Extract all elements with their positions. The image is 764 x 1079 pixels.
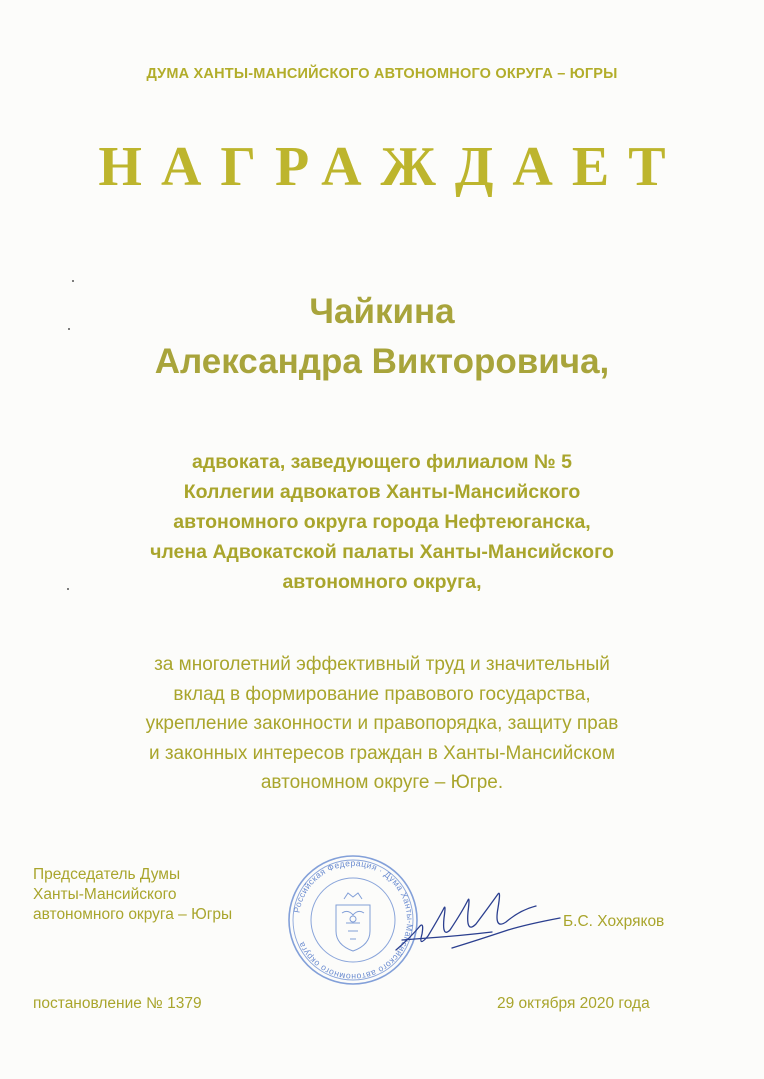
issuer-heading: ДУМА ХАНТЫ-МАНСИЙСКОГО АВТОНОМНОГО ОКРУГА – ЮГРЫ (146, 66, 618, 82)
seal-text: Российская Федерация · Дума Ханты-Мансийского автономного округа (291, 857, 416, 983)
reason-line: укрепление законности и правопорядка, защиту прав (145, 713, 619, 734)
description-line: автономного округа города Нефтеюганска, (173, 511, 591, 533)
scan-speck (72, 280, 74, 282)
recipient-description (0, 447, 764, 597)
signatory-position (33, 865, 232, 925)
position-line: Ханты-Мансийского (33, 886, 177, 903)
award-date: 29 октября 2020 года (497, 995, 650, 1012)
reason-line: вклад в формирование правового государства, (173, 683, 591, 705)
position-line: Председатель Думы (33, 866, 181, 883)
reason-line: автономном округе – Югре. (260, 772, 504, 793)
reason-line: за многолетний эффективный труд и значительный (154, 654, 610, 675)
position-line: автономного округа – Югры (33, 906, 233, 923)
decree-number: постановление № 1379 (33, 995, 202, 1012)
description-line: автономного округа, (282, 571, 482, 593)
handwritten-signature (388, 878, 568, 968)
certificate-title: НАГРАЖДАЕТ (98, 136, 685, 198)
description-line: адвоката, заведующего филиалом № 5 (191, 451, 573, 473)
award-reason (0, 650, 764, 798)
recipient-surname: Чайкина (309, 292, 455, 331)
signatory-name: Б.С. Хохряков (563, 913, 665, 930)
recipient-given-names: Александра Викторовича, (154, 342, 610, 381)
reason-line: и законных интересов граждан в Ханты-Мансийском (148, 742, 616, 764)
description-line: члена Адвокатской палаты Ханты-Мансийского (150, 541, 614, 563)
scan-speck (67, 588, 69, 590)
scan-speck (68, 328, 70, 330)
coat-of-arms-icon (336, 893, 370, 951)
description-line: Коллегии адвокатов Ханты-Мансийского (183, 481, 581, 503)
